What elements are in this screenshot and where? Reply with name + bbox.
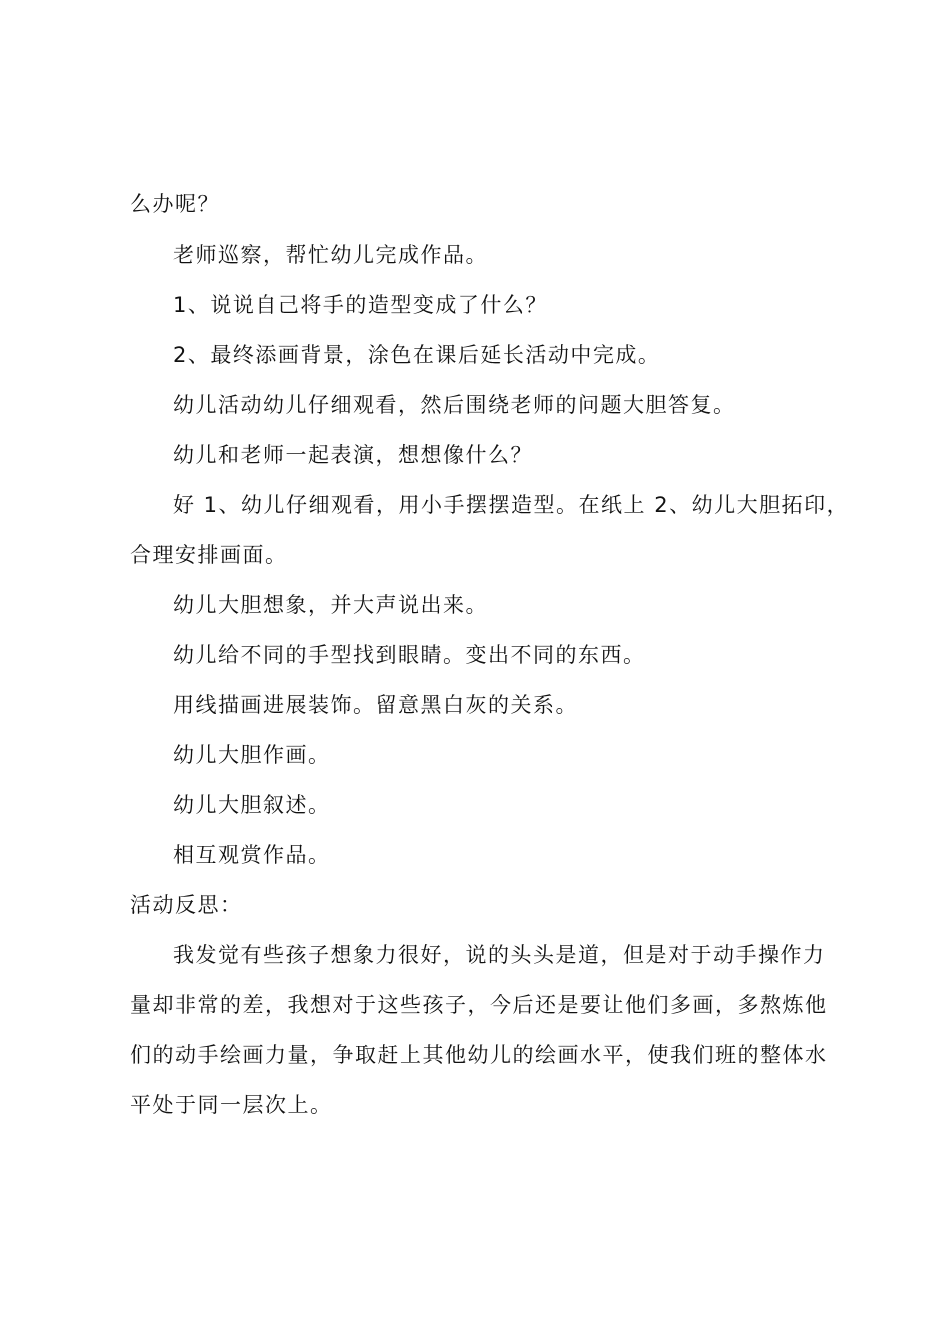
text-line: 好 1、幼儿仔细观看，用小手摆摆造型。在纸上 2、幼儿大胆拓印， <box>173 493 850 517</box>
text-line: 幼儿和老师一起表演，想想像什么？ <box>173 443 533 467</box>
text-line: 合理安排画面。 <box>130 543 288 567</box>
text-line: 们的动手绘画力量，争取赶上其他幼儿的绘画水平，使我们班的整体水 <box>130 1043 828 1067</box>
text-line: 幼儿活动幼儿仔细观看，然后围绕老师的问题大胆答复。 <box>173 393 736 417</box>
text-line: 幼儿给不同的手型找到眼睛。变出不同的东西。 <box>173 643 646 667</box>
text-line: 么办呢？ <box>130 192 220 216</box>
section-heading: 活动反思： <box>130 893 243 917</box>
text-line: 幼儿大胆想象，并大声说出来。 <box>173 593 488 617</box>
text-line: 老师巡察，帮忙幼儿完成作品。 <box>173 243 488 267</box>
text-line: 相互观赏作品。 <box>173 843 331 867</box>
text-line: 平处于同一层次上。 <box>130 1093 333 1117</box>
text-line: 1、说说自己将手的造型变成了什么？ <box>173 293 548 317</box>
text-line: 幼儿大胆作画。 <box>173 743 331 767</box>
text-line: 幼儿大胆叙述。 <box>173 793 331 817</box>
text-line: 用线描画进展装饰。留意黑白灰的关系。 <box>173 693 578 717</box>
text-line: 我发觉有些孩子想象力很好，说的头头是道，但是对于动手操作力 <box>173 943 826 967</box>
text-line: 2、最终添画背景，涂色在课后延长活动中完成。 <box>173 343 661 367</box>
text-line: 量却非常的差，我想对于这些孩子，今后还是要让他们多画，多熬炼他 <box>130 993 828 1017</box>
